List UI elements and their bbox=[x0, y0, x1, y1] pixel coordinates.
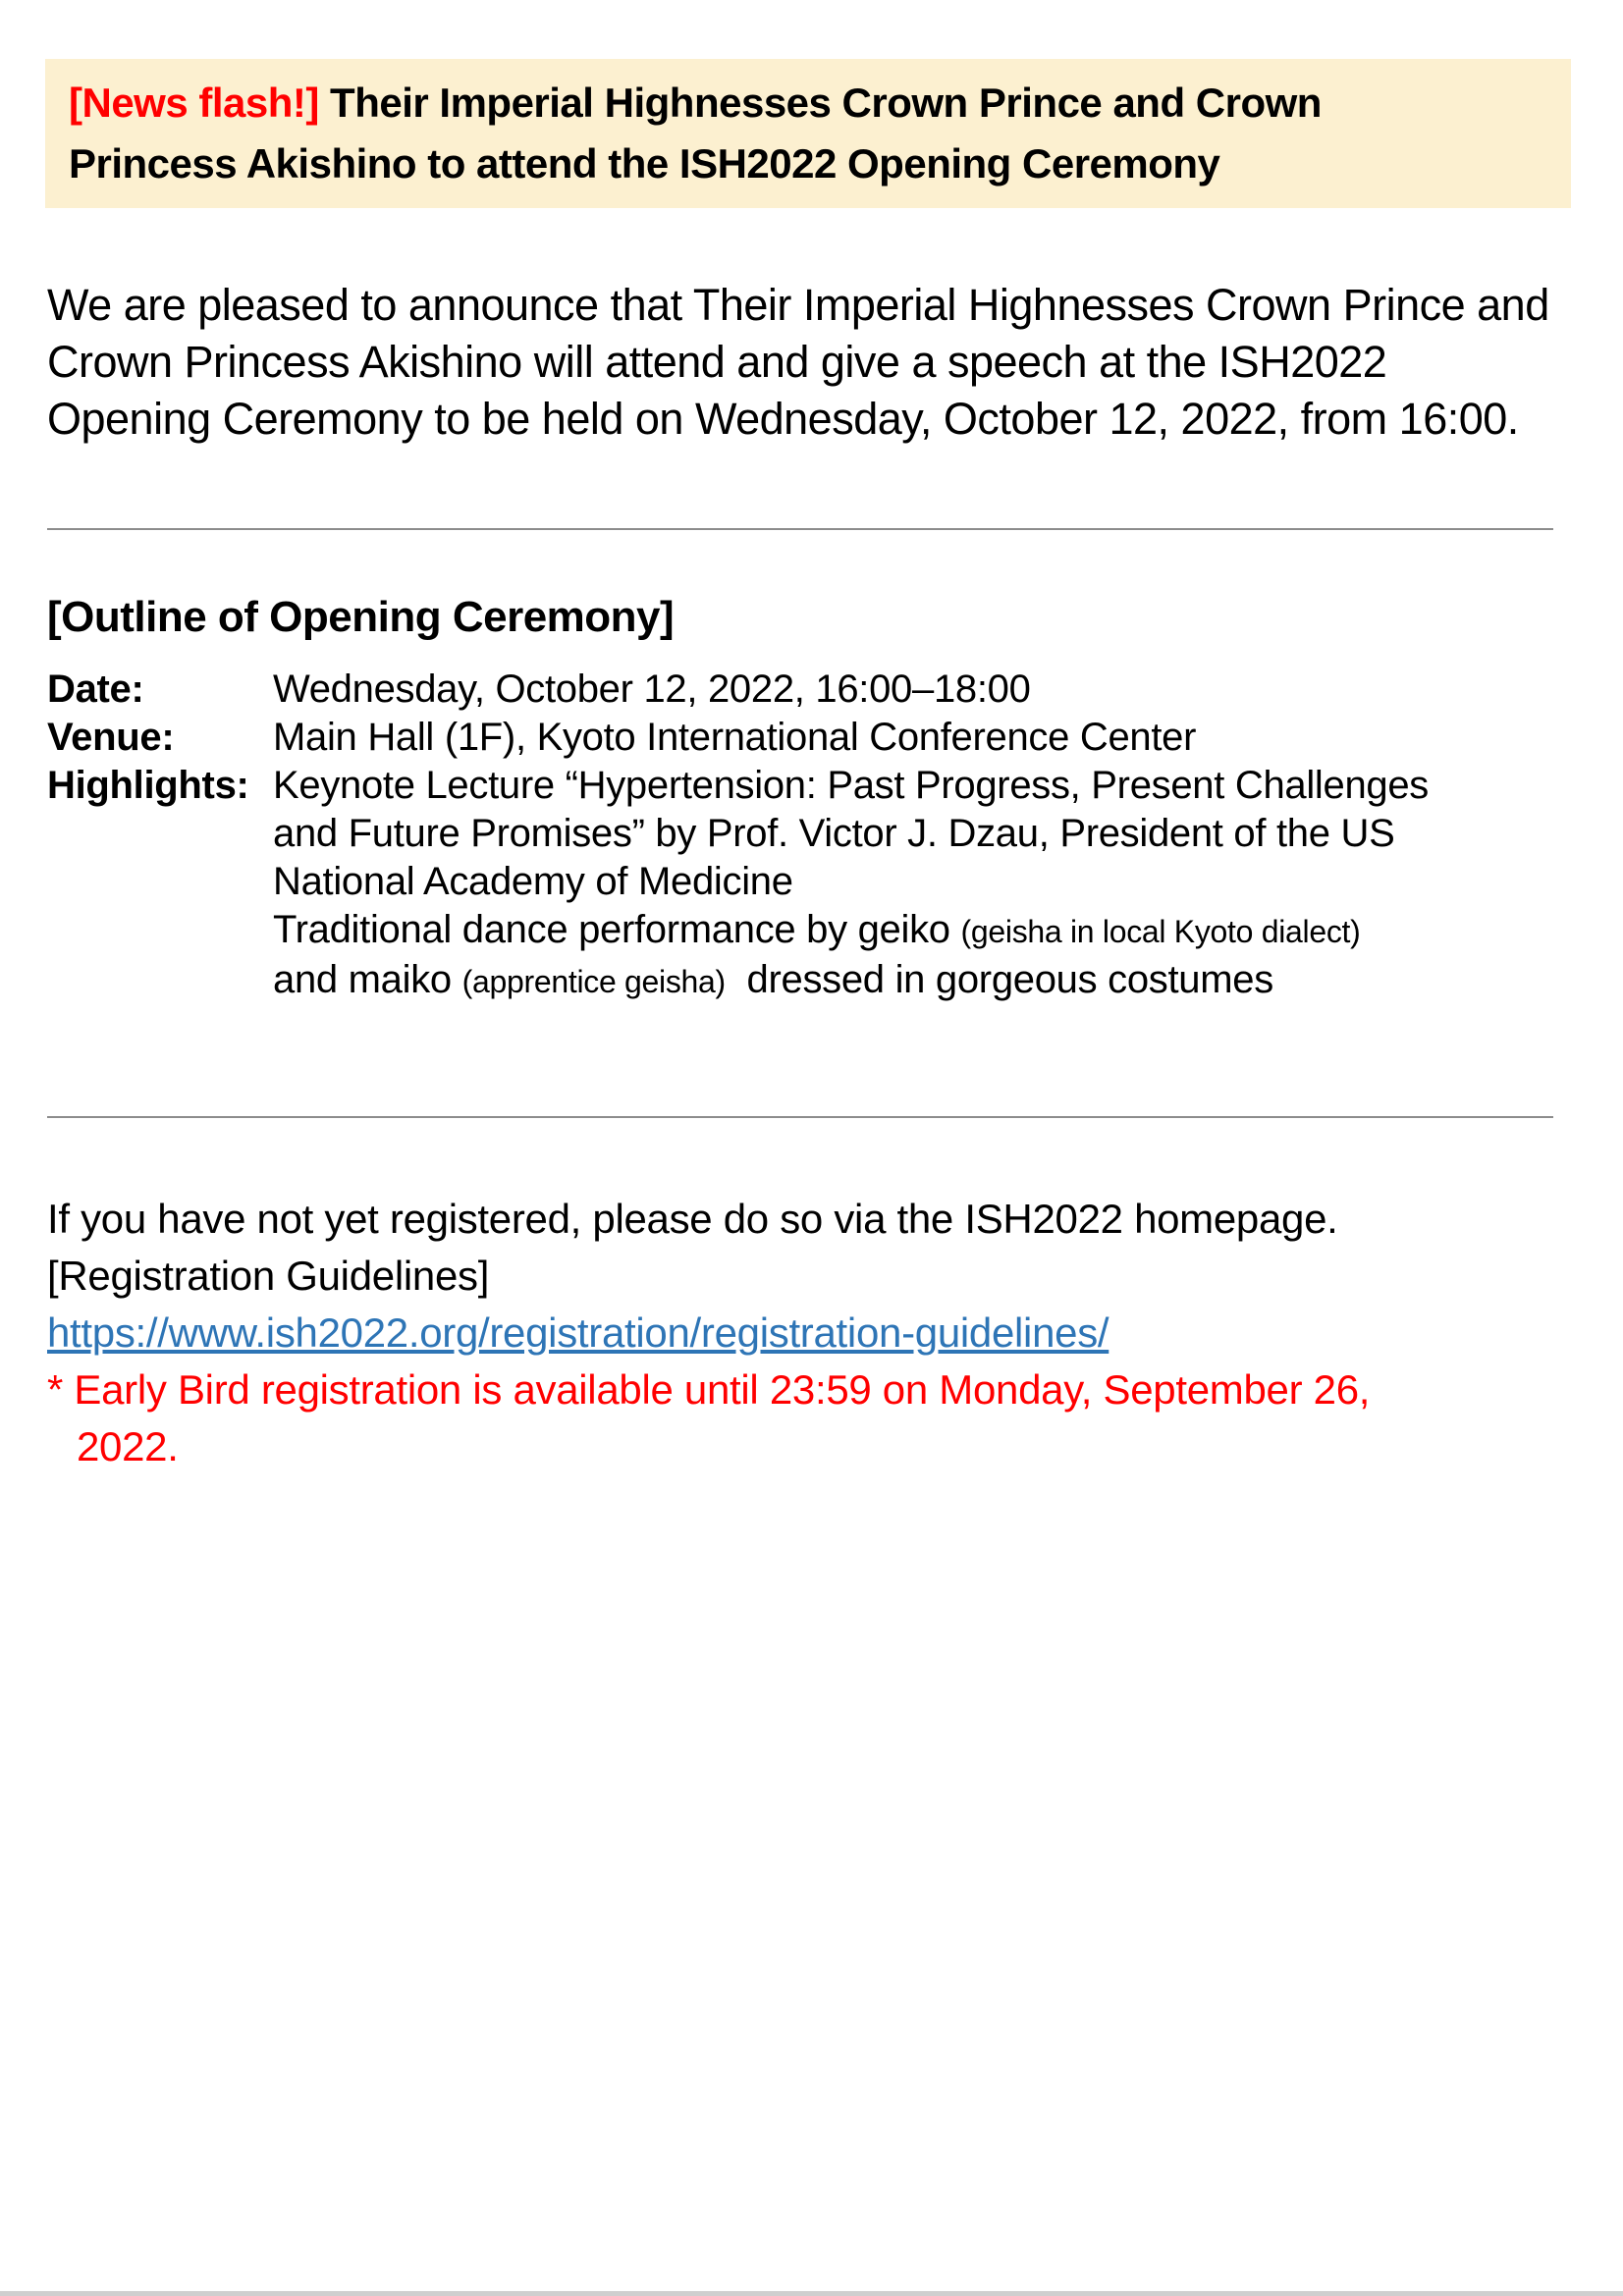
registration-section bbox=[47, 1191, 1554, 1475]
section-divider-top bbox=[47, 528, 1553, 530]
highlights-line-5-a: and maiko bbox=[273, 958, 462, 1002]
early-bird-note-line-2: 2022. bbox=[77, 1423, 179, 1470]
registration-line-1: If you have not yet registered, please do so via the ISH2022 homepage. bbox=[47, 1196, 1338, 1243]
highlights-line-4 bbox=[273, 906, 1623, 956]
venue-value: Main Hall (1F), Kyoto International Conference Center bbox=[273, 716, 1197, 760]
outline-row-venue bbox=[47, 714, 1623, 762]
highlights-line-4-note: (geisha in local Kyoto dialect) bbox=[960, 914, 1361, 950]
registration-guidelines-link[interactable]: https://www.ish2022.org/registration/registration-guidelines/ bbox=[47, 1309, 1109, 1357]
highlights-label: Highlights: bbox=[47, 764, 249, 808]
outline-heading: [Outline of Opening Ceremony] bbox=[47, 593, 675, 642]
highlights-value bbox=[273, 762, 1623, 1006]
news-flash-banner bbox=[45, 59, 1571, 208]
highlights-line-5-note: (apprentice geisha) bbox=[461, 964, 726, 1000]
highlights-line-4-main: Traditional dance performance by geiko bbox=[273, 908, 961, 952]
intro-paragraph: We are pleased to announce that Their Imperial Highnesses Crown Prince and Crown Princess Akishino will attend and give a speech at the ISH2022 Opening Ceremony to be held on Wednesday, October 12, 2022, from 16:00. bbox=[47, 280, 1549, 445]
highlights-line-2: and Future Promises” by Prof. Victor J. Dzau, President of the US bbox=[273, 812, 1395, 856]
registration-guidelines-label: [Registration Guidelines] bbox=[47, 1253, 490, 1300]
highlights-line-3: National Academy of Medicine bbox=[273, 860, 793, 904]
banner-title-line1: Their Imperial Highnesses Crown Prince and Crown bbox=[318, 80, 1322, 126]
venue-label: Venue: bbox=[47, 716, 175, 760]
highlights-line-1: Keynote Lecture “Hypertension: Past Progress, Present Challenges bbox=[273, 764, 1429, 808]
section-divider-bottom bbox=[47, 1116, 1553, 1118]
date-label: Date: bbox=[47, 667, 144, 712]
highlights-line-5 bbox=[273, 956, 1623, 1006]
highlights-line-5-b: dressed in gorgeous costumes bbox=[725, 958, 1273, 1002]
banner-line-1 bbox=[69, 73, 1547, 133]
outline-list bbox=[47, 666, 1623, 1006]
outline-row-highlights bbox=[47, 762, 1623, 1006]
page-bottom-edge bbox=[0, 2291, 1623, 2296]
outline-row-date bbox=[47, 666, 1623, 714]
date-value: Wednesday, October 12, 2022, 16:00–18:00 bbox=[273, 667, 1031, 712]
news-flash-label: [News flash!] bbox=[69, 80, 319, 126]
banner-title-line2: Princess Akishino to attend the ISH2022 Opening Ceremony bbox=[69, 140, 1220, 187]
early-bird-note-line-1: * Early Bird registration is available until 23:59 on Monday, September 26, bbox=[47, 1366, 1371, 1414]
